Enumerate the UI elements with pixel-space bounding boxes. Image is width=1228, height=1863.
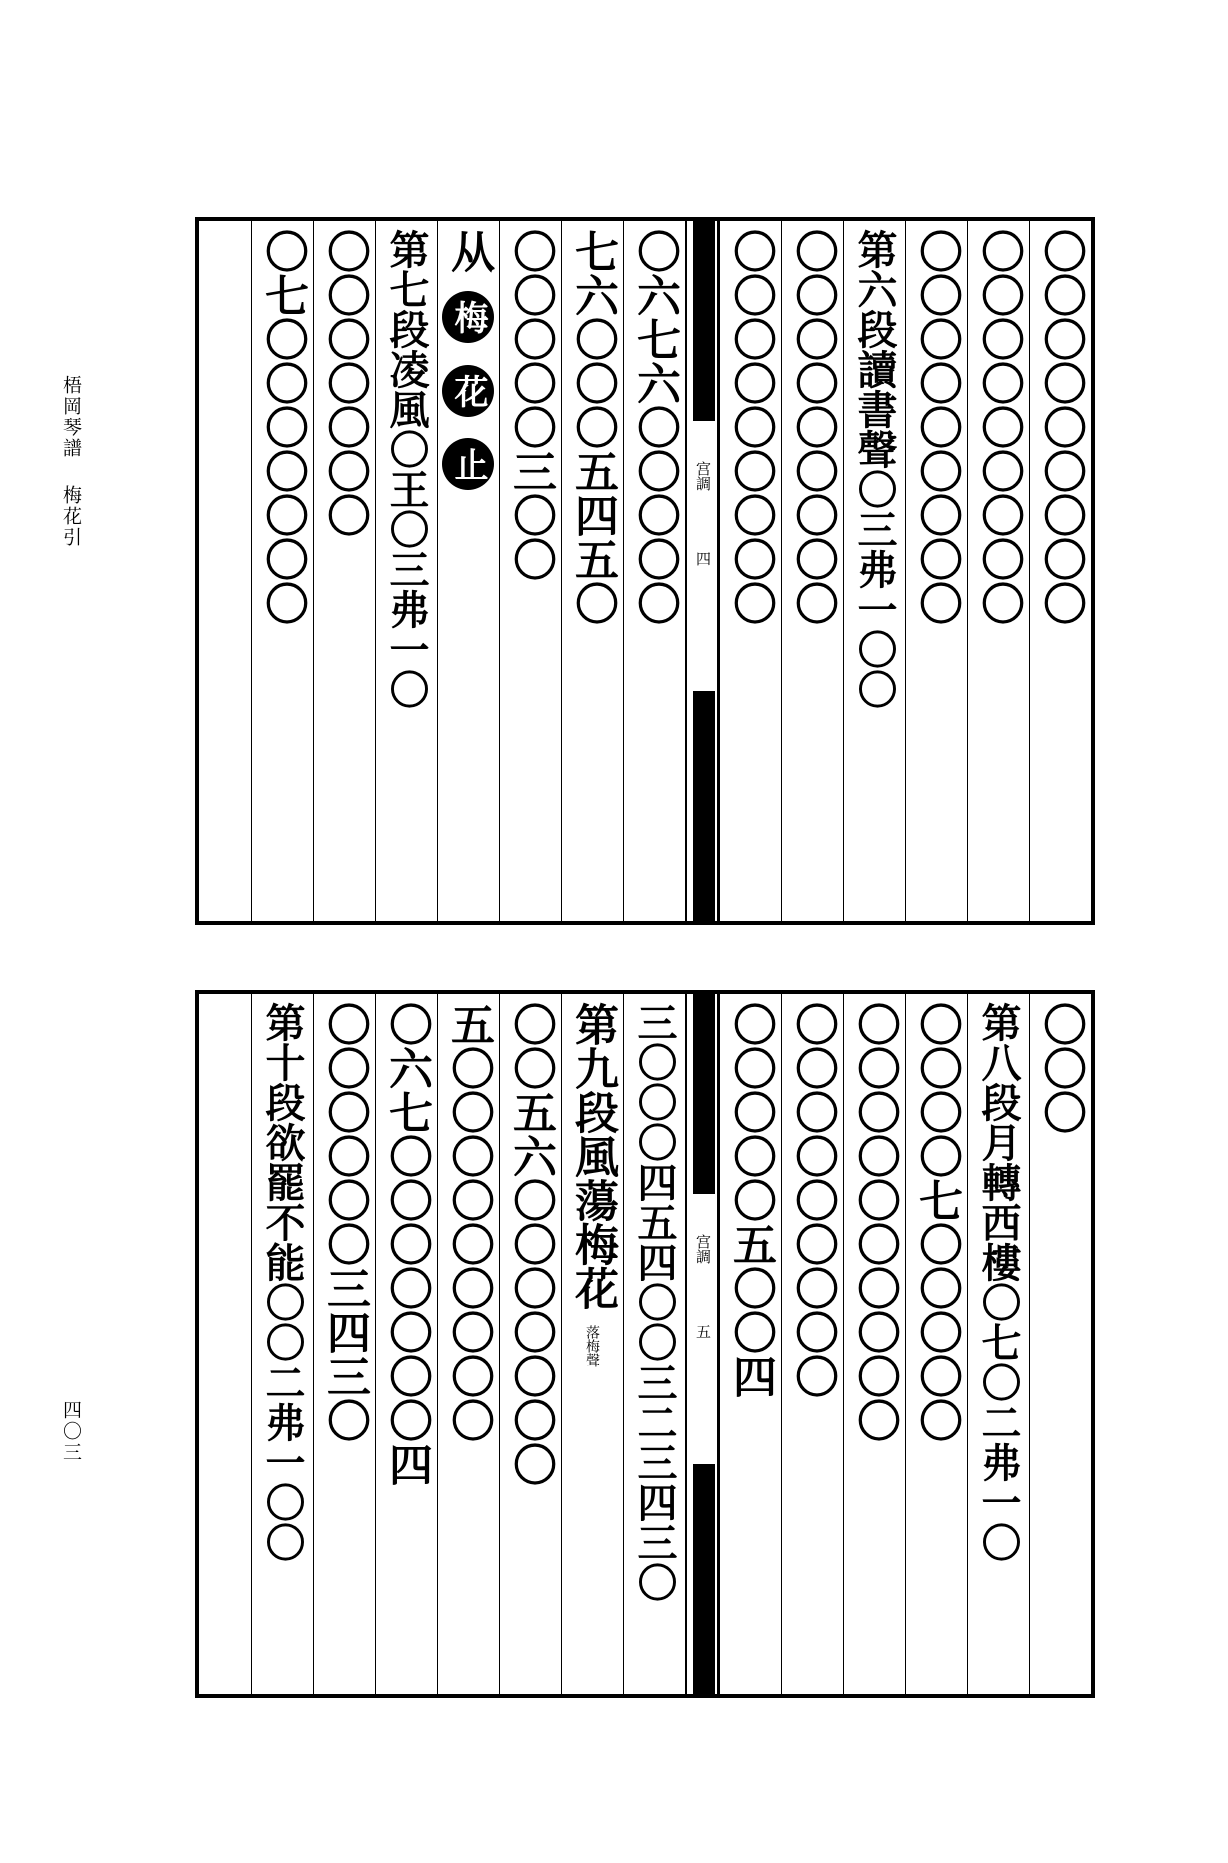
- column-bl-1: 三〇〇〇四五四〇〇三二三四三〇: [623, 994, 685, 1694]
- column-bl-4: 五〇〇〇〇〇〇〇〇〇: [437, 994, 499, 1694]
- column-tl-2: 七六〇〇〇五四五〇: [561, 221, 623, 921]
- section-9-heading: [561, 994, 623, 1694]
- column-br-4: 〇〇〇〇〇〇〇〇〇〇: [843, 994, 905, 1694]
- spine-leaf-number: 四: [694, 551, 712, 566]
- section-9-title: 第九段風蕩梅花: [567, 1002, 618, 1310]
- column-tl-7: 〇七〇〇〇〇〇〇〇: [251, 221, 313, 921]
- spine-bar-top: [693, 994, 715, 1194]
- spine-fold-top: [685, 221, 719, 921]
- column-br-3: 〇〇〇〇七〇〇〇〇〇: [905, 994, 967, 1694]
- column-br-1: 〇〇〇: [1029, 994, 1091, 1694]
- page-number: 四〇三: [60, 1400, 82, 1463]
- lower-leaf-panel: [195, 990, 1095, 1698]
- column-bl-6: 〇〇〇〇〇〇三四三〇: [313, 994, 375, 1694]
- spine-mode-label: 宫調: [694, 1234, 712, 1264]
- section-10-heading: 第十段欲罷不能〇〇二弗一〇〇: [251, 994, 313, 1694]
- cong-char: 从: [443, 229, 494, 273]
- spine-bar-top: [693, 221, 715, 421]
- spine-leaf-number: 五: [694, 1324, 712, 1339]
- spine-mode-label: 宫調: [694, 461, 712, 491]
- margin-title: [58, 375, 85, 548]
- column-bl-3: 〇〇五六〇〇〇〇〇〇〇: [499, 994, 561, 1694]
- column-br-5: 〇〇〇〇〇〇〇〇〇: [781, 994, 843, 1694]
- column-tl-3: 〇〇〇〇〇三〇〇: [499, 221, 561, 921]
- spine-bar-bottom: [693, 1464, 715, 1694]
- section-6-heading: 第六段讀書聲〇三弗一〇〇: [843, 221, 905, 921]
- spine-fold-bottom: [685, 994, 719, 1694]
- column-end-mark: [437, 221, 499, 921]
- column-tr-5: 〇〇〇〇〇〇〇〇〇: [781, 221, 843, 921]
- seal-hua: 花: [442, 365, 494, 417]
- luo-mei-annotation: 落梅聲: [584, 1325, 600, 1368]
- column-tr-3: 〇〇〇〇〇〇〇〇〇: [905, 221, 967, 921]
- column-bl-5: 〇六七〇〇〇〇〇〇〇四: [375, 994, 437, 1694]
- seal-mei: 梅: [442, 291, 494, 343]
- column-tr-1: 〇〇〇〇〇〇〇〇〇: [1029, 221, 1091, 921]
- spine-bar-bottom: [693, 691, 715, 921]
- upper-leaf-panel: [195, 217, 1095, 925]
- section-7-heading: 第七段凌風〇王〇三弗一〇: [375, 221, 437, 921]
- column-br-6: 〇〇〇〇〇五〇〇四: [719, 994, 781, 1694]
- column-tl-6: 〇〇〇〇〇〇〇: [313, 221, 375, 921]
- column-tr-2: 〇〇〇〇〇〇〇〇〇: [967, 221, 1029, 921]
- column-tr-6: 〇〇〇〇〇〇〇〇〇: [719, 221, 781, 921]
- piece-title: 梅花引: [60, 485, 82, 549]
- book-title: 梧岡琴譜: [60, 375, 82, 459]
- column-tl-1: 〇六七六〇〇〇〇〇: [623, 221, 685, 921]
- seal-zhi: 止: [442, 438, 494, 490]
- section-8-heading: 第八段月轉西樓〇七〇二弗一〇: [967, 994, 1029, 1694]
